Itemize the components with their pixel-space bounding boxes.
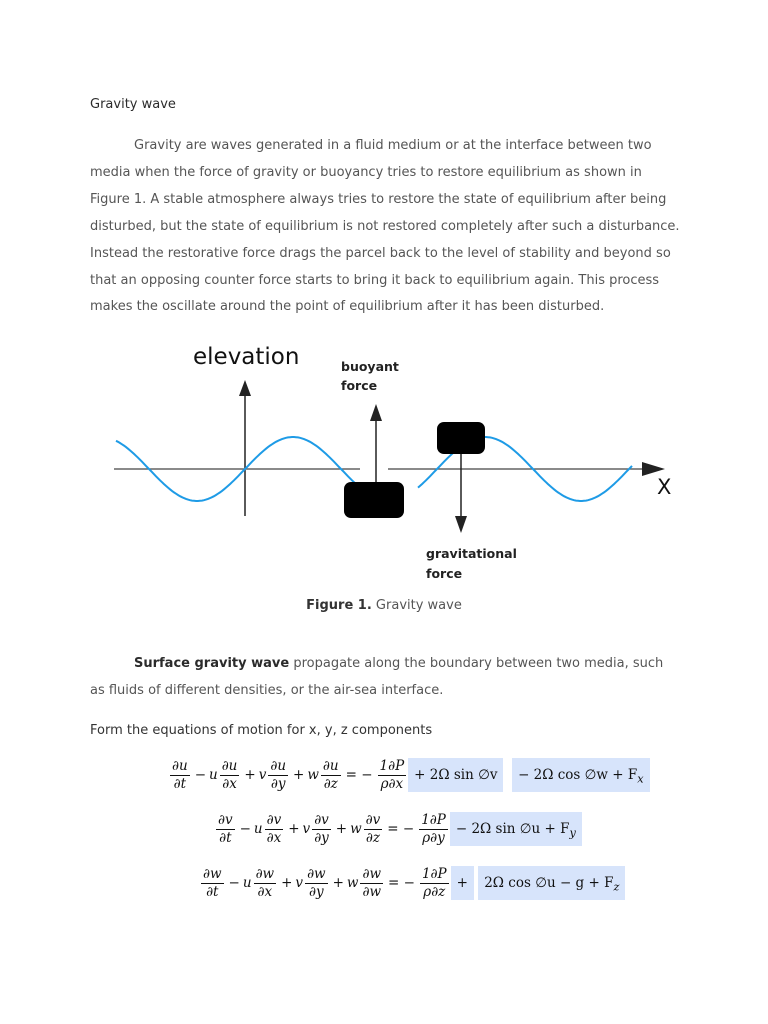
x-axis-arrowhead — [642, 462, 665, 476]
gravitational-force-arrowhead — [455, 516, 467, 533]
surface-wave-term: Surface gravity wave — [134, 656, 290, 671]
figure-caption-text: Gravity wave — [371, 598, 462, 613]
intro-paragraph-text: Gravity are waves generated in a fluid medium or at the interface between two media when the force of gravity or buoyancy tries to restore equilibrium as shown in Figure 1. A stable atmosphere always tries to restore the state of equilibrium after being disturbed, but the state of equilibrium is not restored completely after such a disturbance. Instead the restorative force drags the parcel back to the level of stability and beyond so that an opposing counter force starts to bring it back to equilibrium again. This process makes the oscillate around the point of equilibrium after it has been disturbed. — [90, 138, 680, 315]
eq3-term-dx: $\frac{\partial w}{\partial x}$ — [255, 866, 275, 900]
x-axis-label: X — [657, 475, 672, 499]
parcel-on-crest — [437, 422, 485, 454]
surface-wave-text: propagate along the boundary between two media, such as fluids of different densities, or the air-sea interface. — [90, 656, 664, 698]
parcel-in-trough — [344, 482, 404, 518]
eq1-term-dt: $\frac{\partial u}{\partial t}$ — [172, 758, 188, 792]
eq3-term-dw: $\frac{\partial w}{\partial w}$ — [362, 866, 382, 900]
eq3-term-dy: $\frac{\partial w}{\partial y}$ — [307, 866, 326, 900]
surface-wave-paragraph — [90, 651, 680, 705]
eq1-term-dx: $\frac{\partial u}{\partial x}$ — [221, 758, 238, 792]
eq1-coriolis-highlight-1: + 2Ω sin ∅v — [408, 758, 503, 792]
buoyant-force-arrowhead — [370, 404, 382, 421]
eq2-term-dz: $\frac{\partial v}{\partial z}$ — [365, 812, 381, 846]
eq2-pressure-term: $\frac{1\partial P}{\rho\partial y}$ — [421, 812, 446, 846]
gravitational-label-line2: force — [426, 566, 463, 581]
figure-caption — [0, 598, 768, 613]
equation-z-component: $\frac{\partial w}{\partial t}$ − u $\frac{\partial w}{\partial x}$ + v $\frac{\partial w}{\partial y}$ + w $\frac{\partial w}{\partial w}$ = − $\frac{1\partial P}{\rho\partial z}$ + 2Ω cos ∅u − $g + F_z$ — [199, 866, 625, 901]
elevation-label: elevation — [193, 344, 300, 370]
equation-y-component: $\frac{\partial v}{\partial t}$ − u $\frac{\partial v}{\partial x}$ + v $\frac{\partial v}{\partial y}$ + w $\frac{\partial v}{\partial z}$ = − $\frac{1\partial P}{\rho\partial y}$ − 2Ω sin ∅u + $F_y$ — [214, 812, 582, 847]
eq3-highlight-plus: + — [451, 866, 474, 900]
eq2-term-dt: $\frac{\partial v}{\partial t}$ — [218, 812, 233, 846]
eq1-term-dy: $\frac{\partial u}{\partial y}$ — [270, 758, 287, 792]
eq1-pressure-term: $\frac{1\partial P}{\rho\partial x}$ — [379, 758, 405, 792]
buoyant-label-line1: buoyant — [341, 359, 399, 374]
intro-paragraph — [90, 133, 680, 321]
buoyant-label-line2: force — [341, 378, 378, 393]
section-heading: Gravity wave — [90, 97, 176, 112]
eq1-coriolis-highlight-2: − 2Ω cos ∅w + $F_x$ — [512, 758, 650, 792]
gravitational-label-line1: gravitational — [426, 546, 517, 561]
eq3-term-dt: $\frac{\partial w}{\partial t}$ — [203, 866, 222, 900]
elevation-axis-arrowhead — [239, 380, 251, 396]
equations-intro: Form the equations of motion for x, y, z components — [90, 723, 433, 738]
figure-caption-prefix: Figure 1. — [306, 598, 372, 613]
eq2-term-dx: $\frac{\partial v}{\partial x}$ — [266, 812, 282, 846]
eq3-pressure-term: $\frac{1\partial P}{\rho\partial z}$ — [421, 866, 447, 900]
eq2-term-dy: $\frac{\partial v}{\partial y}$ — [314, 812, 329, 846]
eq3-coriolis-highlight: 2Ω cos ∅u − $g + F_z$ — [478, 866, 625, 900]
equation-x-component: $\frac{\partial u}{\partial t}$ − u $\frac{\partial u}{\partial x}$ + v $\frac{\partial u}{\partial y}$ + w $\frac{\partial u}{\partial z}$ = − $\frac{1\partial P}{\rho\partial x}$ + 2Ω sin ∅v − 2Ω cos ∅w + $F_x$ — [168, 758, 650, 793]
gravity-wave-figure — [100, 330, 680, 592]
eq2-coriolis-highlight: − 2Ω sin ∅u + $F_y$ — [450, 812, 582, 846]
eq1-term-dz: $\frac{\partial u}{\partial z}$ — [322, 758, 339, 792]
